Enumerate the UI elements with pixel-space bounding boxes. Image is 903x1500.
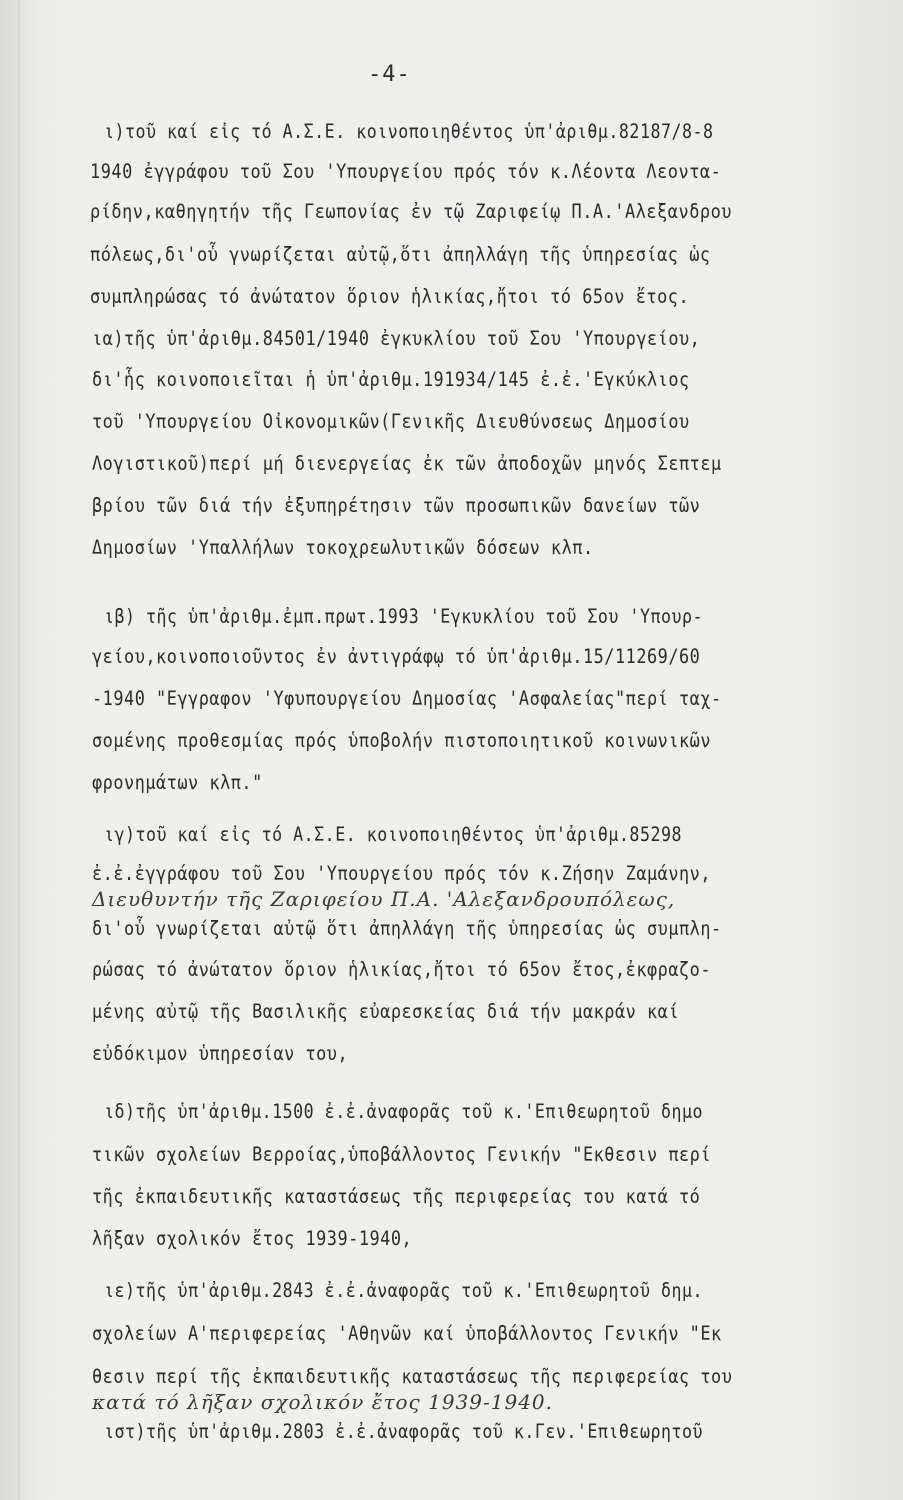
text-line: φρονημάτων κλπ.": [92, 771, 263, 794]
text-line: πόλεως,δι'οὗ γνωρίζεται αὐτῷ,ὅτι ἀπηλλάγη τῆς ὑπηρεσίας ὡς: [90, 243, 711, 266]
text-line: σομένης προθεσμίας πρός ὑποβολήν πιστοποιητικοῦ κοινωνικῶν: [92, 729, 712, 752]
text-line: ιε)τῆς ὑπ'ἀριθμ.2843 ἐ.ἐ.ἀναφορᾶς τοῦ κ.'Επιθεωρητοῦ δημ.: [104, 1279, 704, 1302]
text-line: θεσιν περί τῆς ἐκπαιδευτικῆς καταστάσεως τῆς περιφερείας του: [92, 1365, 733, 1388]
text-line: 1940 ἐγγράφου τοῦ Σου 'Υπουργείου πρός τόν κ.Λέοντα Λεοντα-: [90, 160, 722, 183]
text-line: σχολείων Α'περιφερείας 'Αθηνῶν καί ὑποβάλλοντος Γενικήν "Εκ: [92, 1322, 722, 1345]
text-line: μένης αὐτῷ τῆς Βασιλικῆς εὐαρεσκείας διά τήν μακράν καί: [92, 1000, 680, 1023]
page-fold: [18, 0, 20, 1500]
text-line: βρίου τῶν διά τήν ἐξυπηρέτησιν τῶν προσωπικῶν δανείων τῶν: [92, 494, 701, 517]
text-line: ιβ) τῆς ὑπ'ἀριθμ.ἐμπ.πρωτ.1993 'Εγκυκλίου τοῦ Σου 'Υπουρ-: [104, 605, 704, 628]
text-line: λῆξαν σχολικόν ἔτος 1939-1940,: [92, 1227, 413, 1250]
text-line: γείου,κοινοποιοῦντος ἐν ἀντιγράφῳ τό ὑπ'ἀριθμ.15/11269/60: [92, 645, 701, 668]
text-line: ια)τῆς ὑπ'ἀριθμ.84501/1940 ἐγκυκλίου τοῦ Σου 'Υπουργείου,: [92, 327, 701, 350]
text-line: ιστ)τῆς ὑπ'ἀριθμ.2803 ἐ.ἐ.ἀναφορᾶς τοῦ κ.Γεν.'Επιθεωρητοῦ: [104, 1420, 704, 1443]
text-line: δι'οὗ γνωρίζεται αὐτῷ ὅτι ἀπηλλάγη τῆς ὑπηρεσίας ὡς συμπλη-: [92, 917, 722, 940]
text-line: τικῶν σχολείων Βερροίας,ὑποβάλλοντος Γενικήν "Εκθεσιν περί: [92, 1143, 712, 1166]
text-line: -1940 "Εγγραφον 'Υφυπουργείου Δημοσίας 'Ασφαλείας"περί ταχ-: [92, 687, 722, 710]
text-line: τοῦ 'Υπουργείου Οἰκονομικῶν(Γενικῆς Διευθύνσεως Δημοσίου: [92, 410, 690, 433]
text-line: ι)τοῦ καί εἰς τό Α.Σ.Ε. κοινοποιηθέντος ὑπ'ἀριθμ.82187/8-8: [104, 120, 714, 143]
handwritten-note: κατά τό λῆξαν σχολικόν ἔτος 1939-1940.: [92, 1390, 554, 1414]
text-line: Λογιστικοῦ)περί μή διενεργείας ἐκ τῶν ἀποδοχῶν μηνός Σεπτεμ: [92, 452, 722, 475]
text-line: δι'ἧς κοινοποιεῖται ἡ ὑπ'ἀριθμ.191934/145 ἐ.ἐ.'Εγκύκλιος: [92, 368, 690, 391]
text-line: τῆς ἐκπαιδευτικῆς καταστάσεως τῆς περιφερείας του κατά τό: [92, 1185, 701, 1208]
handwritten-note: Διευθυντήν τῆς Ζαριφείου Π.Α. 'Αλεξανδρουπόλεως,: [92, 887, 676, 911]
text-line: ιδ)τῆς ὑπ'ἀριθμ.1500 ἐ.ἐ.ἀναφορᾶς τοῦ κ.'Επιθεωρητοῦ δημο: [104, 1100, 704, 1123]
text-line: εὐδόκιμον ὑπηρεσίαν του,: [92, 1042, 349, 1065]
page-number: -4-: [368, 62, 411, 87]
text-line: ιγ)τοῦ καί εἰς τό Α.Σ.Ε. κοινοποιηθέντος ὑπ'ἀριθμ.85298: [104, 823, 682, 846]
text-line: ἐ.ἐ.ἐγγράφου τοῦ Σου 'Υπουργείου πρός τόν κ.Ζήσην Ζαμάνην,: [92, 862, 712, 885]
text-line: ρώσας τό ἀνώτατον ὅριον ἡλικίας,ἤτοι τό 65ον ἔτος,ἐκφραζο-: [92, 958, 712, 981]
text-line: ρίδην,καθηγητήν τῆς Γεωπονίας ἐν τῷ Ζαριφείῳ Π.Α.'Αλεξανδρου: [90, 200, 733, 223]
text-line: Δημοσίων 'Υπαλλήλων τοκοχρεωλυτικῶν δόσεων κλπ.: [92, 536, 594, 559]
text-line: συμπληρώσας τό ἀνώτατον ὅριον ἡλικίας,ἤτοι τό 65ον ἔτος.: [90, 285, 690, 308]
